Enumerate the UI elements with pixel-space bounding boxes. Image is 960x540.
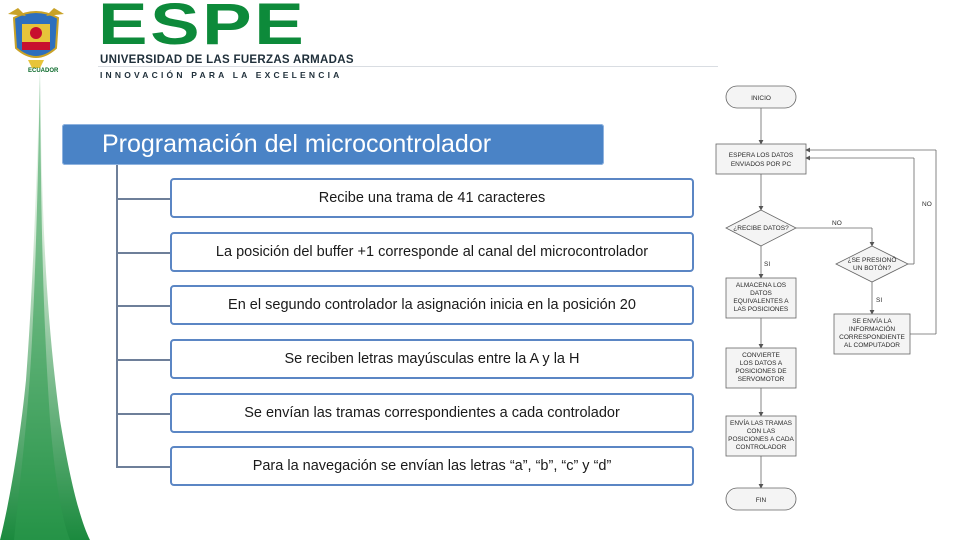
flow-convert-line: CONVIERTE <box>742 352 780 359</box>
title-banner <box>62 124 604 165</box>
flow-convert-line: SERVOMOTOR <box>737 376 785 383</box>
flow-send-line: ENVÍA LAS TRAMAS <box>729 420 793 427</box>
flow-store-line: DATOS <box>750 290 772 297</box>
list-item: La posición del buffer +1 corresponde al canal del microcontrolador <box>170 232 694 272</box>
header-divider <box>98 66 718 67</box>
tree-branch-2 <box>116 252 170 254</box>
list-item: Para la navegación se envían las letras “a”, “b”, “c” y “d” <box>170 446 694 486</box>
tree-trunk-line <box>116 165 118 467</box>
university-slogan: INNOVACIÓN PARA LA EXCELENCIA <box>100 70 343 80</box>
flow-send-info-line: AL COMPUTADOR <box>844 342 900 349</box>
brand-logo-text: ESPE <box>98 0 307 57</box>
flow-end-label: FIN <box>755 497 767 504</box>
flow-decision-receive-label: ¿RECIBE DATOS? <box>733 225 789 232</box>
tree-branch-1 <box>116 198 170 200</box>
tree-branch-6 <box>116 466 170 468</box>
slide-title: Programación del microcontrolador <box>102 130 492 158</box>
list-item: En el segundo controlador la asignación inicia en la posición 20 <box>170 285 694 325</box>
flowchart <box>712 80 960 520</box>
list-item: Se reciben letras mayúsculas entre la A y la H <box>170 339 694 379</box>
flow-label-no: NO <box>832 220 842 227</box>
flow-label-si: SI <box>764 261 771 268</box>
flow-store-line: ALMACENA LOS <box>735 282 787 289</box>
flow-send-line: CONTROLADOR <box>735 444 787 451</box>
flow-convert-line: POSICIONES DE <box>735 368 787 375</box>
flow-wait-line: ESPERA LOS DATOS <box>728 152 794 159</box>
flow-store-line: LAS POSICIONES <box>733 306 789 313</box>
list-item: Se envían las tramas correspondientes a cada controlador <box>170 393 694 433</box>
flow-decision-button <box>836 246 908 282</box>
tree-branch-4 <box>116 359 170 361</box>
logo-caption: ECUADOR <box>28 68 59 74</box>
university-name: UNIVERSIDAD DE LAS FUERZAS ARMADAS <box>100 54 354 66</box>
flow-label-no: NO <box>922 201 932 208</box>
list-item: Recibe una trama de 41 caracteres <box>170 178 694 218</box>
flow-label-si: SI <box>876 297 883 304</box>
flow-send-info-line: CORRESPONDIENTE <box>839 334 905 341</box>
flow-decision-button-line: ¿SE PRESIONÓ <box>847 257 897 264</box>
tree-branch-3 <box>116 305 170 307</box>
tree-branch-5 <box>116 413 170 415</box>
university-shield-logo <box>6 4 66 72</box>
flow-send-line: POSICIONES A CADA <box>728 436 794 443</box>
flow-wait-line: ENVIADOS POR PC <box>730 161 792 168</box>
flow-store-line: EQUIVALENTES A <box>733 298 789 305</box>
flow-decision-button-line: UN BOTÓN? <box>853 265 891 272</box>
decorative-green-strip <box>0 0 90 540</box>
flow-send-info-line: SE ENVÍA LA <box>852 318 892 325</box>
flow-start-label: INICIO <box>751 95 771 102</box>
flow-send-info-line: INFORMACIÓN <box>848 326 896 333</box>
flow-convert-line: LOS DATOS A <box>739 360 783 367</box>
flow-wait-node <box>716 144 806 174</box>
flow-send-line: CON LAS <box>746 428 776 435</box>
